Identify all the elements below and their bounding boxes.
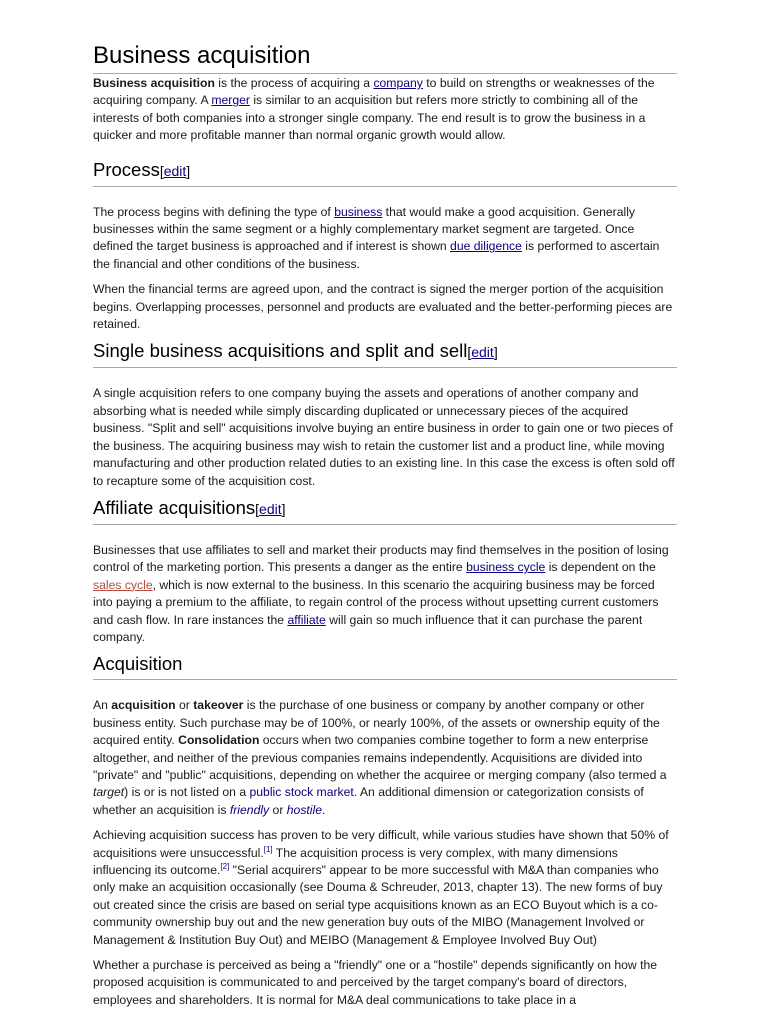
- single-paragraph-1: A single acquisition refers to one company buying the assets and operations of another company and absorbing what is needed while simply discarding duplicated or unnecessary pieces of the acquired business. "Split and sell" acquisitions involve buying an entire business in order to gain one or two pieces of the business. The acquiring business may wish to retain the customer list and a product line, while moving manufacturing and other production related duties to an existing line. In this case the excess is often sold off to recapture some of the acquisition cost.: [93, 386, 675, 488]
- edit-link-process[interactable]: edit: [163, 162, 187, 179]
- link-public-stock-market[interactable]: public stock market: [249, 785, 354, 800]
- acquisition-paragraph-2: Achieving acquisition success has proven to be very difficult, while various studies have shown that 50% of acquisitions were unsuccessful.[1] The acquisition process is very complex, with many dimensions influencing its outcome.[2] "Serial acquirers" appear to be more successful with M&A than companies who only make an acquisition occasionally (see Douma & Schreuder, 2013, chapter 13). The new forms of buy out created since the crisis are based on serial type acquisitions known as an ECO Buyout which is a co-community ownership buy out and the new generation buy outs of the MIBO (Management Involved or Management & Institution Buy Out) and MEIBO (Management & Employee Involved Buy Out): [93, 828, 669, 947]
- edit-section-affiliate: [edit]: [255, 500, 286, 517]
- link-affiliate[interactable]: affiliate: [287, 612, 326, 627]
- reference-2[interactable]: [2]: [220, 861, 230, 871]
- edit-link-affiliate[interactable]: edit: [259, 500, 282, 517]
- process-paragraph-2: When the financial terms are agreed upon, and the contract is signed the merger portion of the acquisition begins. Overlapping processes, personnel and products are evaluated and the better-performing pieces are retained.: [93, 282, 673, 332]
- heading-affiliate: Affiliate acquisitions[edit]: [93, 496, 677, 525]
- acquisition-paragraph-1: An acquisition or takeover is the purchase of one business or company by another company or other business entity. Such purchase may be of 100%, or nearly 100%, of the assets or ownership equity of the acquired entity. Consolidation occurs when two companies combine together to form a new enterprise altogether, and neither of the previous companies remains independently. Acquisitions are divided into "private" and "public" acquisitions, depending on whether the acquiree or merging company (also termed a target) is or is not listed on a public stock market. An additional dimension or categorization consists of whether an acquisition is friendly or hostile.: [93, 698, 667, 817]
- affiliate-paragraph-1: Businesses that use affiliates to sell and market their products may find themselves in the position of losing control of the marketing portion. This presents a danger as the entire business cycle is dependent on the sales cycle, which is now external to the business. In this scenario the acquiring business may be forced into paying a premium to the affiliate, to regain control of the process without upsetting current customers and cash flow. In rare instances the affiliate will gain so much influence that it can purchase the parent company.: [93, 542, 669, 644]
- acquisition-paragraph-3: Whether a purchase is perceived as being a "friendly" one or a "hostile" depends significantly on how the proposed acquisition is communicated to and perceived by the target company's board of directors, employees and shareholders. It is normal for M&A deal communications to take place in a: [93, 958, 658, 1007]
- link-business[interactable]: business: [334, 204, 383, 219]
- process-paragraph-1: The process begins with defining the type of business that would make a good acquisition. Generally businesses within the same segment or a highly complementary market segment are targeted. Once defined the target business is approached and if interest is shown due diligence is performed to ascertain the financial and other conditions of the business.: [93, 204, 660, 271]
- link-merger[interactable]: merger: [211, 93, 250, 108]
- edit-section-process: [edit]: [159, 162, 191, 179]
- link-hostile[interactable]: hostile: [286, 802, 322, 817]
- heading-acquisition: Acquisition: [93, 652, 677, 680]
- article: [93, 40, 677, 1009]
- link-sales-cycle[interactable]: sales cycle: [93, 577, 153, 592]
- heading-process: Process[edit]: [93, 158, 677, 187]
- link-due-diligence[interactable]: due diligence: [450, 239, 522, 254]
- heading-single-business: Single business acquisitions and split and sell[edit]: [93, 339, 677, 368]
- reference-1[interactable]: [1]: [263, 844, 273, 854]
- link-business-cycle[interactable]: business cycle: [466, 560, 546, 575]
- intro-bold-term: Business acquisition: [93, 76, 215, 90]
- edit-link-single[interactable]: edit: [471, 344, 494, 361]
- intro-paragraph: Business acquisition is the process of acquiring a company to build on strengths or weaknesses of the acquiring company. A merger is similar to an acquisition but refers more strictly to combining all of the interests of both companies into a stronger single company. The end result is to grow the business in a quicker and more profitable manner than normal organic growth would allow.: [93, 76, 655, 143]
- link-friendly[interactable]: friendly: [229, 802, 270, 817]
- link-company[interactable]: company: [373, 76, 423, 90]
- page-title: Business acquisition: [93, 40, 677, 74]
- edit-section-single: [edit]: [467, 344, 498, 361]
